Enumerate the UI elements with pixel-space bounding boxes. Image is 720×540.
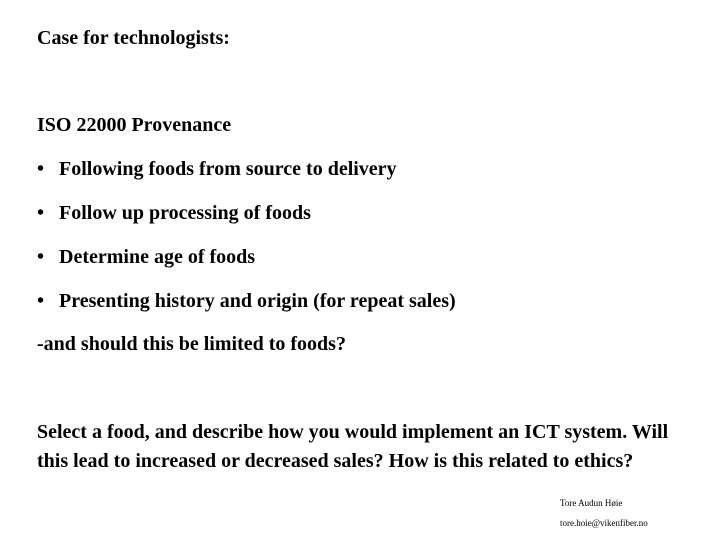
- bullet-text: Following foods from source to delivery: [59, 158, 397, 180]
- bullet-item: [37, 243, 255, 271]
- slide-question: -and should this be limited to foods?: [37, 333, 346, 355]
- bullet-marker: •: [37, 202, 45, 224]
- slide-title: Case for technologists:: [37, 27, 230, 49]
- bullet-text: Follow up processing of foods: [59, 202, 311, 224]
- bullet-item: [37, 155, 397, 183]
- footer-email: tore.hoie@vikenfiber.no: [560, 518, 648, 528]
- slide-subtitle: ISO 22000 Provenance: [37, 114, 232, 136]
- bullet-item: [37, 199, 311, 227]
- bullet-item: [37, 287, 456, 315]
- bullet-marker: •: [37, 290, 45, 312]
- bullet-text: Determine age of foods: [59, 246, 256, 268]
- bullet-marker: •: [37, 158, 45, 180]
- bullet-marker: •: [37, 246, 45, 268]
- bullet-text: Presenting history and origin (for repeat sales): [59, 290, 456, 312]
- footer-author: Tore Audun Høie: [560, 498, 623, 508]
- slide-task: Select a food, and describe how you would implement an ICT system. Will this lead to increased or decreased sales? How is this related to ethics?: [37, 421, 669, 472]
